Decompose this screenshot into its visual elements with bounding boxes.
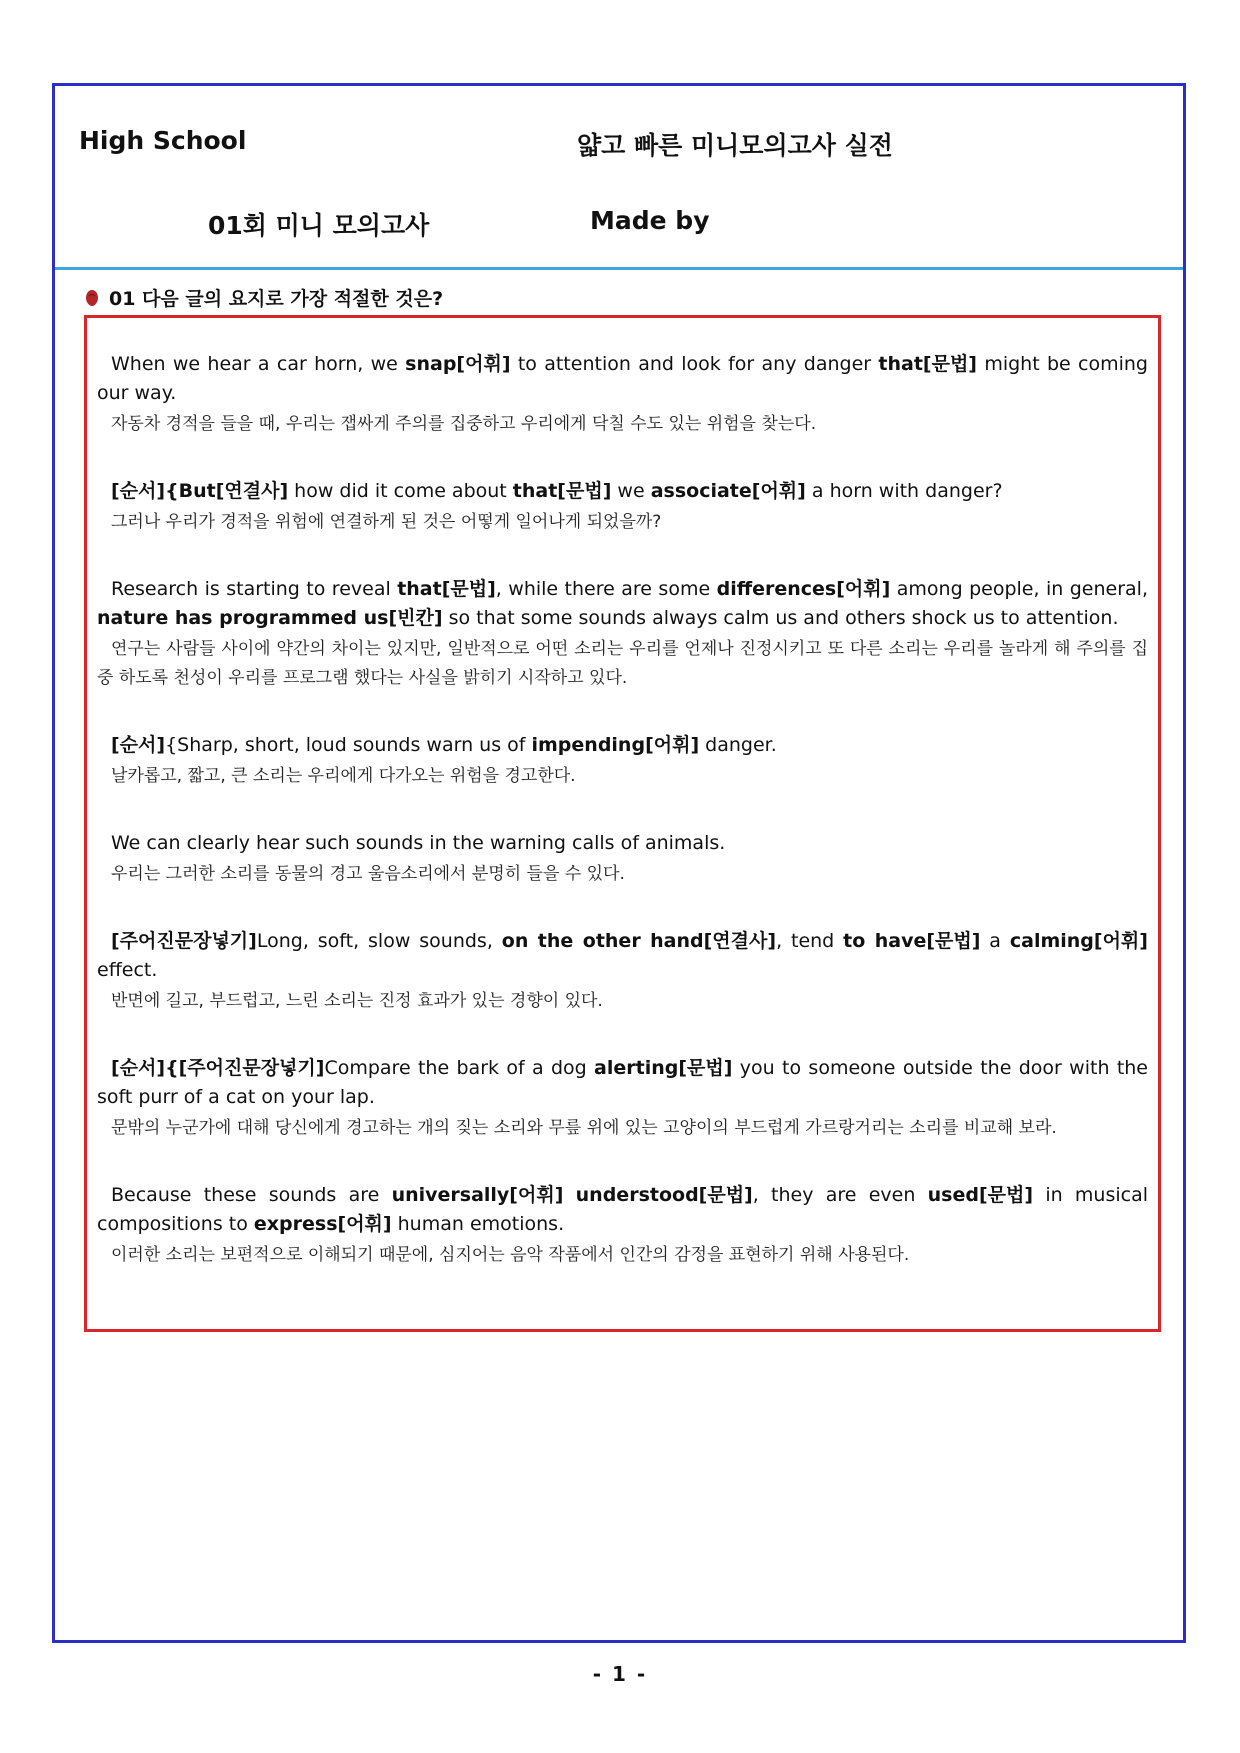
sentence-text: we (611, 480, 651, 502)
sentence-text: you to someone outside the door with the soft purr of a cat on your lap. (97, 1057, 1149, 1108)
sentence-text: Because these sounds are (111, 1184, 392, 1206)
korean-translation: 날카롭고, 짧고, 큰 소리는 우리에게 다가오는 위험을 경고한다. (111, 766, 576, 786)
sentence-text: , while there are some (495, 578, 717, 600)
annotated-term: associate[어휘] (650, 480, 806, 502)
school-label: High School (79, 126, 247, 155)
sentence-text: so that some sounds always calm us and others shock us to attention. (442, 607, 1119, 629)
sentence-text: effect. (97, 959, 158, 981)
passage-paragraph (97, 350, 1148, 439)
sentence-text (563, 1184, 575, 1206)
sentence-text: Long, soft, slow sounds, (256, 930, 502, 952)
english-sentence (97, 829, 1148, 858)
english-sentence (97, 1181, 1148, 1239)
sentence-text: danger. (699, 734, 777, 756)
annotated-term: [주어진문장넣기] (111, 930, 257, 952)
header-divider (55, 267, 1183, 270)
annotated-term: differences[어휘] (716, 578, 891, 600)
sentence-text: , they are even (752, 1184, 928, 1206)
sentence-text: human emotions. (391, 1213, 565, 1235)
annotated-term: [순서]{But[연결사] (111, 480, 289, 502)
annotated-term: used[문법] (927, 1184, 1034, 1206)
annotated-term: alerting[문법] (594, 1057, 733, 1079)
korean-translation: 자동차 경적을 들을 때, 우리는 잽싸게 주의를 집중하고 우리에게 닥칠 수도 있는 위험을 찾는다. (111, 414, 817, 434)
passage-paragraph (97, 829, 1148, 889)
korean-translation: 그러나 우리가 경적을 위험에 연결하게 된 것은 어떻게 일어나게 되었을까? (111, 512, 662, 532)
question-line (85, 284, 443, 311)
page-frame (52, 83, 1186, 1643)
annotated-term: understood[문법] (575, 1184, 753, 1206)
english-sentence (97, 927, 1148, 985)
page-number: - 1 - (592, 1662, 648, 1686)
passage-paragraph (97, 575, 1148, 693)
korean-translation: 반면에 길고, 부드럽고, 느린 소리는 진정 효과가 있는 경향이 있다. (111, 991, 603, 1011)
question-text: 01 다음 글의 요지로 가장 적절한 것은? (109, 288, 444, 310)
annotated-term: that[문법] (512, 480, 612, 502)
annotated-term: impending[어휘] (531, 734, 700, 756)
annotated-term: snap[어휘] (405, 353, 511, 375)
sentence-text: in musical compositions to (97, 1184, 1149, 1235)
annotated-term: to have[문법] (843, 930, 981, 952)
passage-paragraph (97, 1054, 1148, 1143)
sentence-text: {Sharp, short, loud sounds warn us of (165, 734, 532, 756)
sentence-text: a (980, 930, 1010, 952)
series-title: 얇고 빠른 미니모의고사 실전 (577, 131, 893, 160)
annotated-term: nature has programmed us[빈칸] (97, 607, 443, 629)
sentence-text: Research is starting to reveal (111, 578, 398, 600)
english-sentence (97, 575, 1148, 633)
passage-paragraph (97, 731, 1148, 791)
passage-paragraph (97, 1181, 1148, 1270)
sentence-text: When we hear a car horn, we (111, 353, 406, 375)
sentence-text: how did it come about (288, 480, 513, 502)
sentence-text: , tend (776, 930, 844, 952)
annotated-term: calming[어휘] (1009, 930, 1148, 952)
exam-title: 01회 미니 모의고사 (208, 211, 430, 240)
annotated-term: express[어휘] (253, 1213, 392, 1235)
annotated-term: on the other hand[연결사] (501, 930, 777, 952)
bullet-icon (85, 289, 99, 307)
sentence-text: to attention and look for any danger (510, 353, 879, 375)
english-sentence (97, 731, 1148, 760)
korean-translation: 우리는 그러한 소리를 동물의 경고 울음소리에서 분명히 들을 수 있다. (111, 864, 625, 884)
sentence-text: among people, in general, (890, 578, 1148, 600)
sentence-text: Compare the bark of a dog (324, 1057, 595, 1079)
passage-paragraph (97, 927, 1148, 1016)
sentence-text: might be coming our way. (97, 353, 1148, 404)
korean-translation: 연구는 사람들 사이에 약간의 차이는 있지만, 일반적으로 어떤 소리는 우리를 언제나 진정시키고 또 다른 소리는 우리를 놀라게 해 주의를 집중 하도록 천성이 우리를 프로그램 했다는 사실을 밝히기 시작하고 있다. (97, 639, 1148, 688)
sentence-text: We can clearly hear such sounds in the warning calls of animals. (111, 832, 726, 854)
annotated-term: that[문법] (397, 578, 496, 600)
english-sentence (97, 477, 1148, 506)
passage-paragraph (97, 477, 1148, 537)
english-sentence (97, 350, 1148, 408)
sentence-text: a horn with danger? (805, 480, 1003, 502)
passage-box (84, 315, 1161, 1332)
korean-translation: 이러한 소리는 보편적으로 이해되기 때문에, 심지어는 음악 작품에서 인간의 감정을 표현하기 위해 사용된다. (111, 1245, 910, 1265)
annotated-term: universally[어휘] (391, 1184, 564, 1206)
annotated-term: [순서] (111, 734, 166, 756)
english-sentence (97, 1054, 1148, 1112)
annotated-term: that[문법] (878, 353, 977, 375)
made-by-label: Made by (590, 206, 710, 235)
annotated-term: [순서]{[주어진문장넣기] (111, 1057, 325, 1079)
korean-translation: 문밖의 누군가에 대해 당신에게 경고하는 개의 짖는 소리와 무릎 위에 있는 고양이의 부드럽게 가르랑거리는 소리를 비교해 보라. (111, 1118, 1057, 1138)
